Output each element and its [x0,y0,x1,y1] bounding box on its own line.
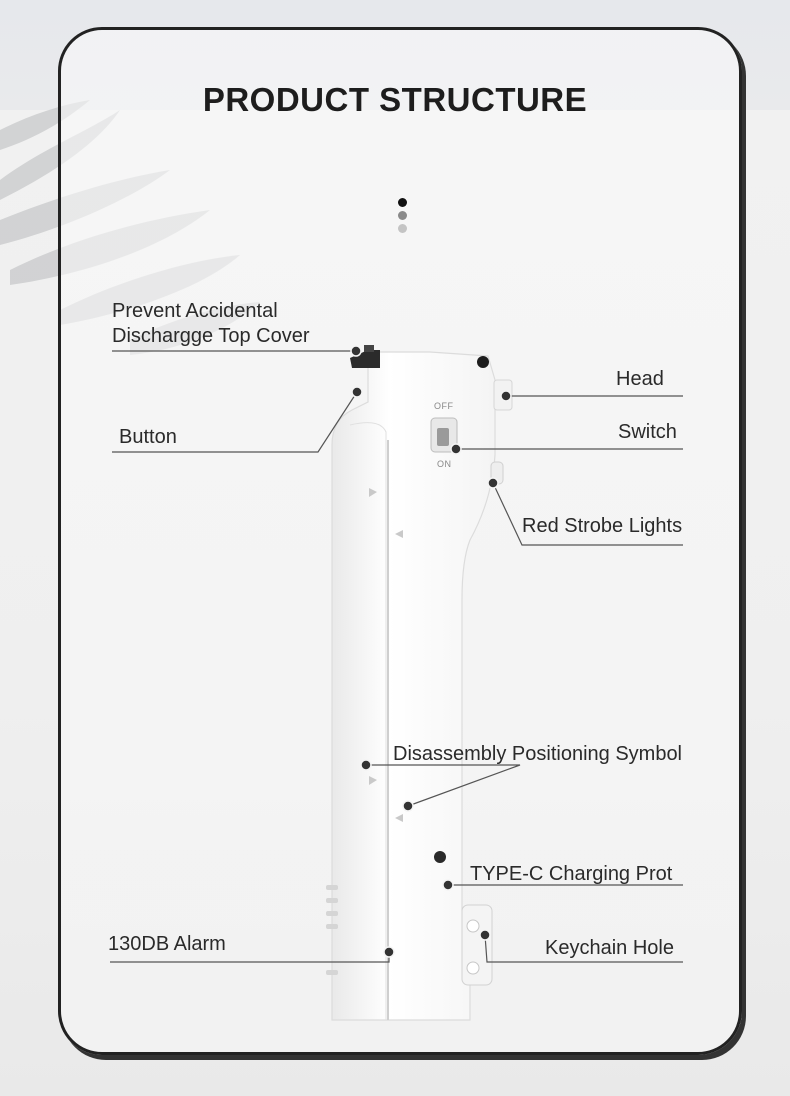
switch-off-mark: OFF [434,401,454,411]
label-top-cover-line2: Dischargge Top Cover [112,325,310,347]
page-title: PRODUCT STRUCTURE [202,81,588,118]
label-button: Button [119,426,177,448]
label-top-cover-line1: Prevent Accidental [112,300,278,322]
label-switch: Switch [618,421,677,443]
label-red-strobe-lights: Red Strobe Lights [522,515,683,537]
label-keychain-hole: Keychain Hole [545,937,674,959]
label-130db-alarm: 130DB Alarm [108,933,226,955]
label-type-c-port: TYPE-C Charging Prot [470,863,673,885]
label-disassembly-symbol: Disassembly Positioning Symbol [393,743,683,765]
label-head: Head [616,368,664,390]
switch-on-mark: ON [437,459,452,469]
